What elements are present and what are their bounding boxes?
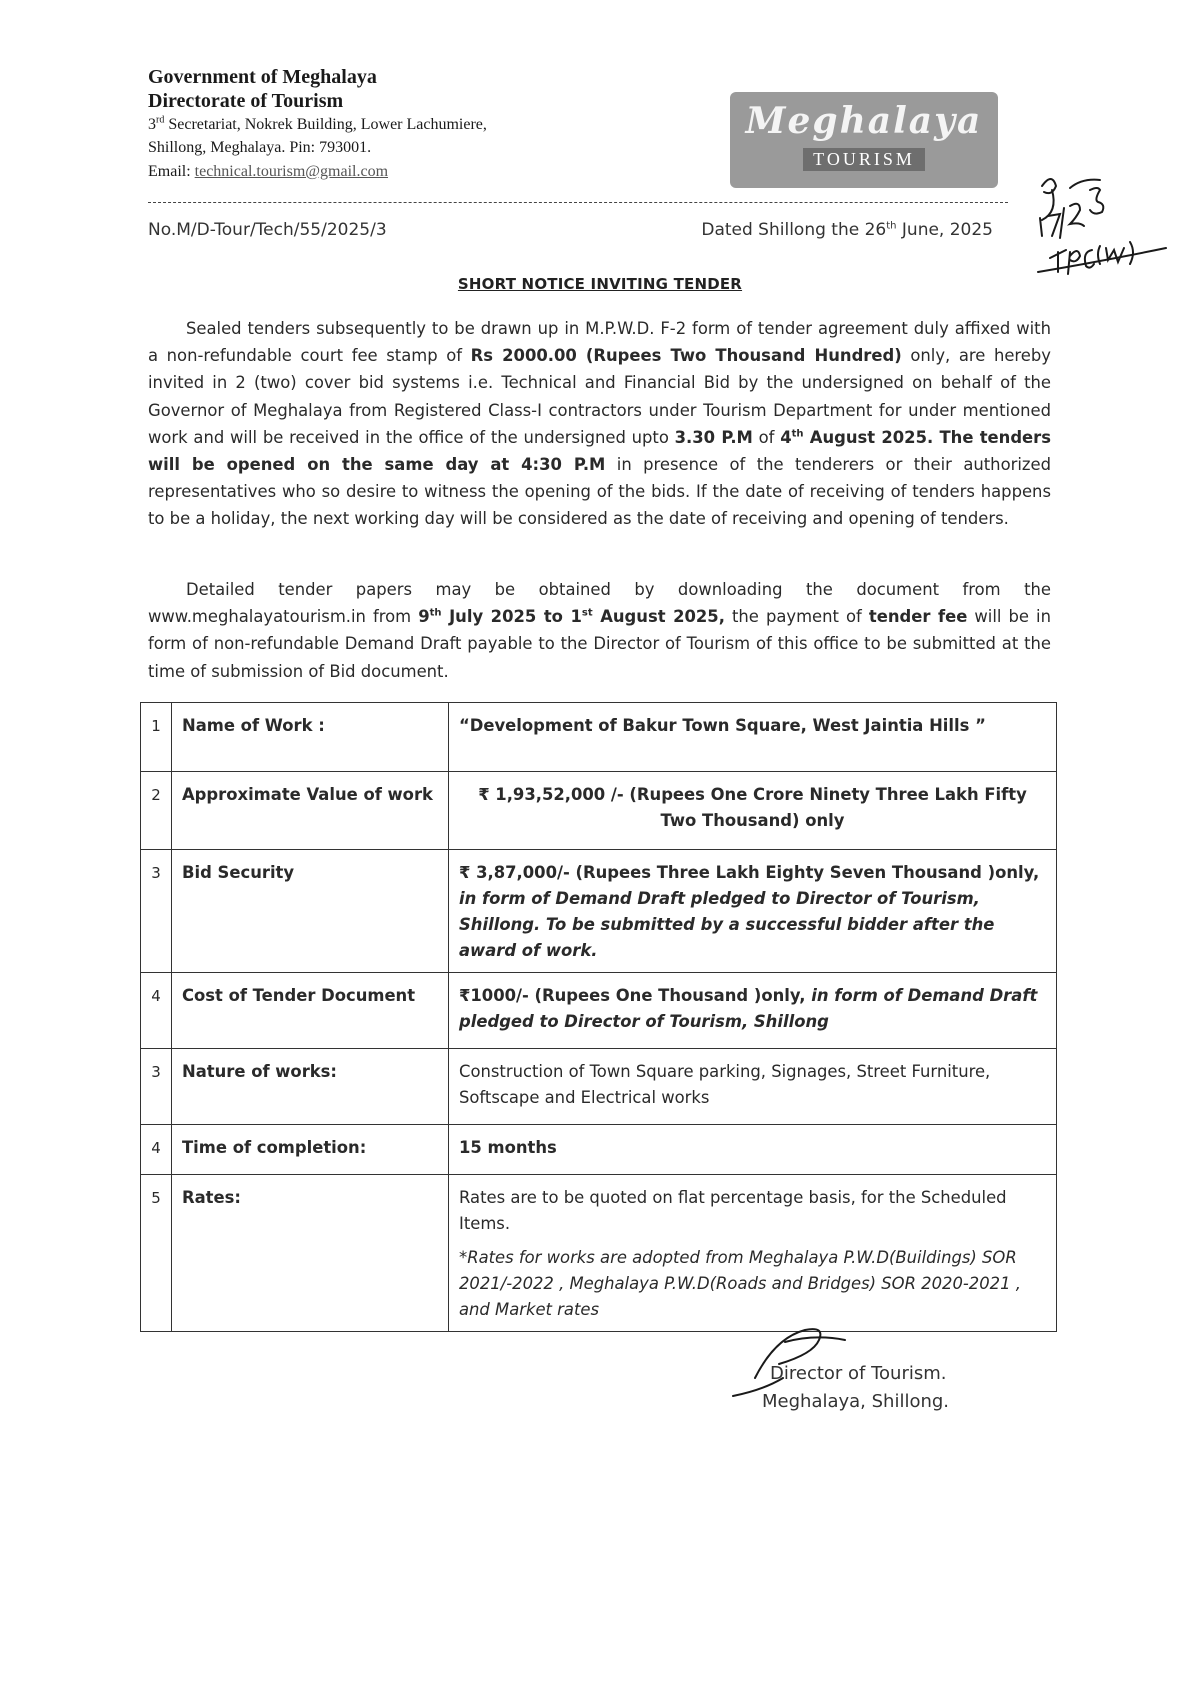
- table-row: [141, 1125, 1057, 1175]
- email-label: Email:: [148, 162, 195, 180]
- row-value: [449, 1175, 1057, 1332]
- signature-block: [762, 1360, 949, 1416]
- address-sup: rd: [156, 114, 165, 126]
- row-value: [449, 973, 1057, 1049]
- p1-text-3: of: [752, 427, 781, 447]
- p1-text-1: Sealed tenders subsequently to be drawn up in M.P.W.D. F-2 form of tender agreement duly affixed with a non-refundable court fee stamp of: [148, 319, 1051, 366]
- p2-from-sup: th: [429, 607, 442, 619]
- p1-stamp-fee: Rs 2000.00 (Rupees Two Thousand Hundred): [470, 346, 902, 366]
- row-label: Nature of works:: [172, 1049, 449, 1125]
- row-label: Time of completion:: [172, 1125, 449, 1175]
- tender-cost-terms: in form of Demand Draft pledged to Director of Tourism, Shillong: [459, 986, 1038, 1031]
- reference-number: No.M/D-Tour/Tech/55/2025/3: [148, 220, 387, 240]
- date-sup: th: [886, 220, 897, 232]
- p2-to-day: July 2025 to 1: [441, 607, 582, 627]
- row-number: 3: [141, 850, 172, 973]
- p2-from-day: 9: [418, 607, 430, 627]
- paragraph-tender-papers: [148, 576, 1051, 685]
- row-value: [449, 850, 1057, 973]
- row-number: 1: [141, 703, 172, 772]
- row-number: 4: [141, 973, 172, 1049]
- row-value: Construction of Town Square parking, Signages, Street Furniture, Softscape and Electrical works: [449, 1049, 1057, 1125]
- table-row: [141, 1175, 1057, 1332]
- logo-brand: Meghalaya: [745, 100, 983, 142]
- table-row: [141, 973, 1057, 1049]
- bid-security-amount: ₹ 3,87,000/- (Rupees Three Lakh Eighty Seven Thousand )only,: [459, 863, 1040, 882]
- date-post: June, 2025: [896, 220, 993, 240]
- tender-details-table: [140, 702, 1057, 1332]
- row-number: 5: [141, 1175, 172, 1332]
- table-row: [141, 1049, 1057, 1125]
- paragraph-tender-invitation: [148, 315, 1051, 533]
- p2-text-1: Detailed tender papers may be obtained by downloading the document from the www.meghalayatourism.in from: [148, 580, 1051, 627]
- rates-text: Rates are to be quoted on flat percentage basis, for the Scheduled Items.: [459, 1188, 1007, 1233]
- meghalaya-tourism-logo: [730, 92, 998, 188]
- p1-time: 3.30 P.M: [674, 427, 753, 447]
- email-line: [148, 160, 487, 183]
- p2-text-3: will be in form of non-refundable Demand Draft payable to the Director of Tourism of this office to be submitted at the time of submission of Bid document.: [148, 607, 1051, 681]
- tender-cost-amount: ₹1000/- (Rupees One Thousand )only,: [459, 986, 806, 1005]
- email-link[interactable]: technical.tourism@gmail.com: [194, 162, 389, 180]
- table-row: [141, 703, 1057, 772]
- row-label: Bid Security: [172, 850, 449, 973]
- header-divider: [148, 202, 1008, 203]
- row-number: 4: [141, 1125, 172, 1175]
- handwritten-note-icon: [1030, 168, 1170, 278]
- p1-opening: August 2025. The tenders will be opened on the same day at 4:30 P.M: [148, 427, 1052, 475]
- org-directorate: Directorate of Tourism: [148, 89, 344, 112]
- date-pre: Dated Shillong the 26: [701, 220, 887, 240]
- bid-security-terms: in form of Demand Draft pledged to Director of Tourism, Shillong. To be submitted by a successful bidder after the award of work.: [459, 889, 995, 960]
- row-value: ₹ 1,93,52,000 /- (Rupees One Crore Ninety Three Lakh Fifty Two Thousand) only: [449, 772, 1057, 850]
- p2-to-sup: st: [581, 607, 593, 619]
- address-line-1: [148, 113, 487, 136]
- p1-text-2: only, are hereby invited in 2 (two) cover bid systems i.e. Technical and Financial Bid by the undersigned on behalf of the Governor of Meghalaya from Registered Class-I contractors under Tourism Department for under mentioned work and will be received in the office of the undersigned upto: [148, 346, 1051, 447]
- letterhead: [148, 66, 487, 183]
- row-label: Rates:: [172, 1175, 449, 1332]
- reference-line: [148, 220, 993, 240]
- row-label: Cost of Tender Document: [172, 973, 449, 1049]
- row-label: Name of Work :: [172, 703, 449, 772]
- p2-tender-fee: tender fee: [868, 607, 968, 627]
- table-row: [141, 772, 1057, 850]
- reference-date: [701, 220, 993, 240]
- row-label: Approximate Value of work: [172, 772, 449, 850]
- notice-title: SHORT NOTICE INVITING TENDER: [457, 275, 743, 293]
- rates-note: *Rates for works are adopted from Meghalaya P.W.D(Buildings) SOR 2021/-2022 , Meghalaya P.W.D(Roads and Bridges) SOR 2020-2021 , and Market rates: [459, 1248, 1021, 1319]
- row-number: 2: [141, 772, 172, 850]
- org-government: Government of Meghalaya: [148, 66, 377, 88]
- address-line-2: Shillong, Meghalaya. Pin: 793001.: [148, 139, 372, 157]
- p1-day-sup: th: [791, 428, 804, 440]
- row-value: “Development of Bakur Town Square, West Jaintia Hills ”: [449, 703, 1057, 772]
- p1-text-4: in presence of the tenderers or their authorized representatives who so desire to witness the opening of the bids. If the date of receiving of tenders happens to be a holiday, the next working day will be considered as the date of receiving and opening of tenders.: [148, 455, 1051, 529]
- p2-to-rest: August 2025,: [592, 607, 725, 627]
- address-pre: 3: [148, 116, 156, 134]
- table-row: [141, 850, 1057, 973]
- p2-text-2: the payment of: [724, 607, 869, 627]
- row-value: 15 months: [449, 1125, 1057, 1175]
- signatory-title: Director of Tourism.: [770, 1363, 947, 1384]
- p1-day: 4: [780, 427, 792, 447]
- row-number: 3: [141, 1049, 172, 1125]
- signatory-location: Meghalaya, Shillong.: [762, 1391, 950, 1412]
- address-post: Secretariat, Nokrek Building, Lower Lachumiere,: [164, 116, 487, 134]
- logo-sub: TOURISM: [803, 148, 925, 171]
